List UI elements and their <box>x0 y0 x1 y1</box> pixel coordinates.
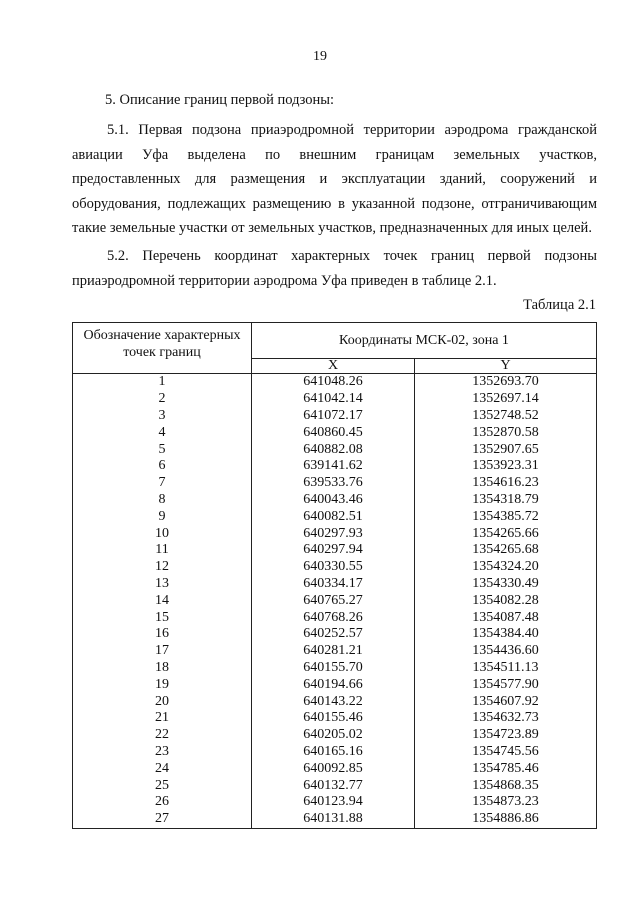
table-row <box>73 693 597 710</box>
y-cell: 1352870.58 <box>415 424 597 441</box>
y-cell: 1352907.65 <box>415 441 597 458</box>
table-row <box>73 710 597 727</box>
x-cell: 640194.66 <box>252 676 415 693</box>
point-id-cell: 6 <box>73 458 252 475</box>
point-id-cell: 22 <box>73 727 252 744</box>
x-cell: 640281.21 <box>252 643 415 660</box>
table-row <box>73 408 597 425</box>
x-cell: 641072.17 <box>252 408 415 425</box>
y-cell: 1352693.70 <box>415 374 597 391</box>
table-row <box>73 794 597 811</box>
x-cell: 640155.46 <box>252 710 415 727</box>
point-id-cell: 11 <box>73 542 252 559</box>
coordinates-table <box>72 322 597 829</box>
table-row <box>73 475 597 492</box>
table-row <box>73 811 597 828</box>
point-id-cell: 5 <box>73 441 252 458</box>
x-cell: 640143.22 <box>252 693 415 710</box>
table-row <box>73 559 597 576</box>
y-cell: 1354616.23 <box>415 475 597 492</box>
y-cell: 1354384.40 <box>415 626 597 643</box>
paragraph-5-2: 5.2. Перечень координат характерных точек границ первой подзоны приаэродромной территории аэродрома Уфа приведен в таблице 2.1. <box>72 248 597 289</box>
paragraph-5-1: 5.1. Первая подзона приаэродромной территории аэродрома гражданской авиации Уфа выделена по внешним границам земельных участков, предоставленных для размещения и эксплуатации зданий, сооружений и оборудования, подлежащих размещению в указанной подзоне, отграничивающим такие земельные участки от земельных участков, предназначенных для иных целей. <box>72 122 597 236</box>
y-cell: 1354082.28 <box>415 592 597 609</box>
table-row <box>73 374 597 391</box>
point-id-cell: 27 <box>73 811 252 828</box>
table-row <box>73 609 597 626</box>
page-number: 19 <box>313 49 327 64</box>
y-cell: 1354265.68 <box>415 542 597 559</box>
x-cell: 640297.93 <box>252 525 415 542</box>
y-cell: 1354723.89 <box>415 727 597 744</box>
y-cell: 1354385.72 <box>415 508 597 525</box>
x-cell: 641042.14 <box>252 391 415 408</box>
point-id-cell: 10 <box>73 525 252 542</box>
y-cell: 1354785.46 <box>415 760 597 777</box>
x-cell: 640123.94 <box>252 794 415 811</box>
point-id-cell: 12 <box>73 559 252 576</box>
y-cell: 1354330.49 <box>415 576 597 593</box>
table-row <box>73 458 597 475</box>
x-cell: 640205.02 <box>252 727 415 744</box>
y-cell: 1354436.60 <box>415 643 597 660</box>
point-id-cell: 4 <box>73 424 252 441</box>
point-id-cell: 13 <box>73 576 252 593</box>
header-point-id: Обозначение характерных точек границ <box>73 323 252 374</box>
y-cell: 1354607.92 <box>415 693 597 710</box>
header-coordinates: Координаты МСК-02, зона 1 <box>252 323 597 359</box>
x-cell: 640330.55 <box>252 559 415 576</box>
table-row <box>73 676 597 693</box>
table-row <box>73 525 597 542</box>
y-cell: 1354087.48 <box>415 609 597 626</box>
point-id-cell: 20 <box>73 693 252 710</box>
header-y: Y <box>415 359 597 374</box>
table-row <box>73 760 597 777</box>
x-cell: 639141.62 <box>252 458 415 475</box>
x-cell: 641048.26 <box>252 374 415 391</box>
point-id-cell: 9 <box>73 508 252 525</box>
y-cell: 1354511.13 <box>415 660 597 677</box>
point-id-cell: 7 <box>73 475 252 492</box>
table-row <box>73 777 597 794</box>
table-row <box>73 727 597 744</box>
point-id-cell: 16 <box>73 626 252 643</box>
table-row <box>73 424 597 441</box>
table-row <box>73 391 597 408</box>
point-id-cell: 15 <box>73 609 252 626</box>
x-cell: 640043.46 <box>252 492 415 509</box>
table-row <box>73 441 597 458</box>
table-row <box>73 660 597 677</box>
point-id-cell: 2 <box>73 391 252 408</box>
y-cell: 1352748.52 <box>415 408 597 425</box>
x-cell: 640131.88 <box>252 811 415 828</box>
y-cell: 1352697.14 <box>415 391 597 408</box>
point-id-cell: 19 <box>73 676 252 693</box>
y-cell: 1354745.56 <box>415 744 597 761</box>
point-id-cell: 23 <box>73 744 252 761</box>
x-cell: 640132.77 <box>252 777 415 794</box>
x-cell: 640165.16 <box>252 744 415 761</box>
table-row <box>73 508 597 525</box>
y-cell: 1354265.66 <box>415 525 597 542</box>
table-row <box>73 643 597 660</box>
x-cell: 640082.51 <box>252 508 415 525</box>
y-cell: 1354632.73 <box>415 710 597 727</box>
point-id-cell: 26 <box>73 794 252 811</box>
table-row <box>73 626 597 643</box>
x-cell: 640252.57 <box>252 626 415 643</box>
x-cell: 640297.94 <box>252 542 415 559</box>
x-cell: 640092.85 <box>252 760 415 777</box>
point-id-cell: 24 <box>73 760 252 777</box>
table-row <box>73 744 597 761</box>
y-cell: 1354324.20 <box>415 559 597 576</box>
point-id-cell: 17 <box>73 643 252 660</box>
point-id-cell: 1 <box>73 374 252 391</box>
y-cell: 1354873.23 <box>415 794 597 811</box>
x-cell: 640334.17 <box>252 576 415 593</box>
table-row <box>73 592 597 609</box>
point-id-cell: 18 <box>73 660 252 677</box>
y-cell: 1354318.79 <box>415 492 597 509</box>
y-cell: 1353923.31 <box>415 458 597 475</box>
table-row <box>73 542 597 559</box>
x-cell: 640155.70 <box>252 660 415 677</box>
section-heading: 5. Описание границ первой подзоны: <box>105 92 335 108</box>
point-id-cell: 25 <box>73 777 252 794</box>
x-cell: 639533.76 <box>252 475 415 492</box>
table-row <box>73 576 597 593</box>
x-cell: 640882.08 <box>252 441 415 458</box>
y-cell: 1354577.90 <box>415 676 597 693</box>
header-x: X <box>252 359 415 374</box>
x-cell: 640860.45 <box>252 424 415 441</box>
y-cell: 1354886.86 <box>415 811 597 828</box>
table-row <box>73 492 597 509</box>
point-id-cell: 8 <box>73 492 252 509</box>
y-cell: 1354868.35 <box>415 777 597 794</box>
table-body <box>73 374 597 829</box>
x-cell: 640768.26 <box>252 609 415 626</box>
point-id-cell: 14 <box>73 592 252 609</box>
point-id-cell: 21 <box>73 710 252 727</box>
table-caption: Таблица 2.1 <box>523 297 596 313</box>
x-cell: 640765.27 <box>252 592 415 609</box>
point-id-cell: 3 <box>73 408 252 425</box>
